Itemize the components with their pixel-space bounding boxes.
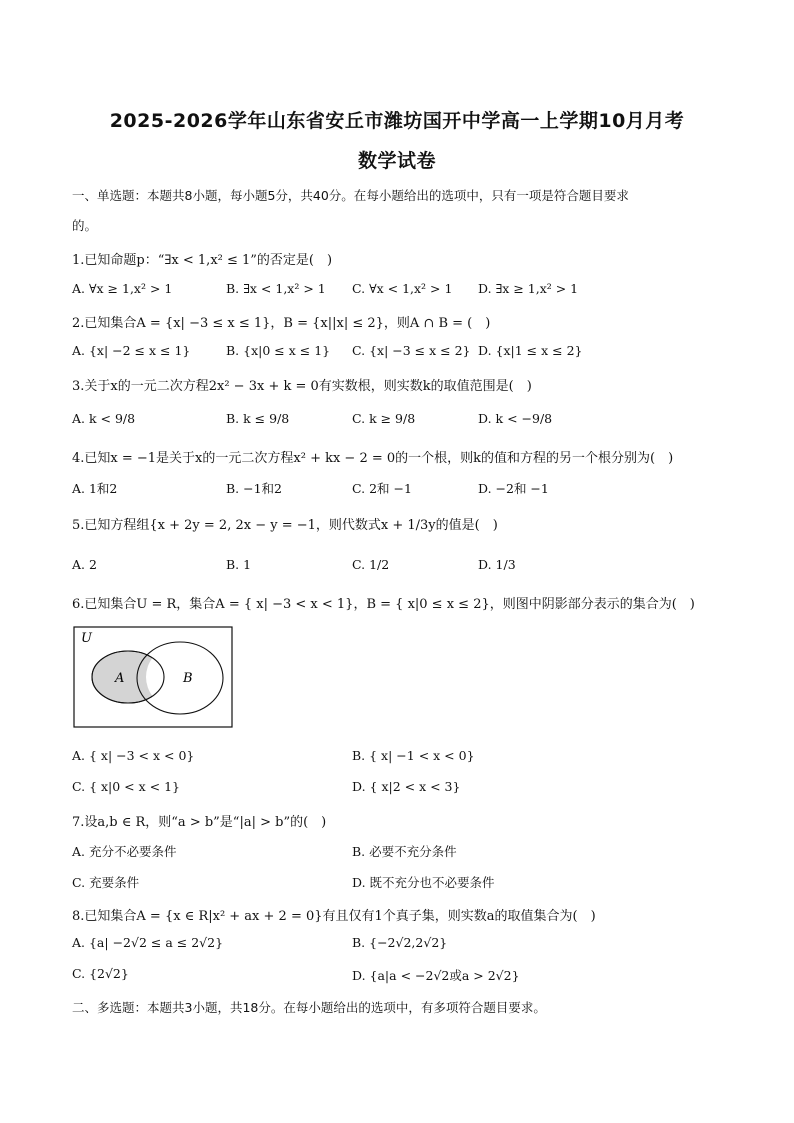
q3-option-c: C. k ≥ 9/8 [352,411,416,426]
q1-option-d: D. ∃x ≥ 1,x² > 1 [478,281,579,296]
section-1-header: 一、单选题：本题共8小题，每小题5分，共40分。在每小题给出的选项中，只有一项是符合题目要求 [72,188,629,203]
q8-option-b: B. {−2√2,2√2} [352,935,448,950]
exam-title: 2025-2026学年山东省安丘市潍坊国开中学高一上学期10月月考 [109,110,685,132]
q4-option-b: B. −1和2 [226,481,283,496]
q8-option-a: A. {a| −2√2 ≤ a ≤ 2√2} [72,935,224,950]
section-1-header-cont: 的。 [72,218,98,233]
q3-option-a: A. k < 9/8 [72,411,136,426]
q4-option-c: C. 2和 −1 [352,481,412,496]
venn-b-label: B [183,671,193,686]
question-5-stem: 5.已知方程组{x + 2y = 2, 2x − y = −1，则代数式x + 1/3y的值是( ) [72,518,498,533]
question-8-stem: 8.已知集合A = {x ∈ R|x² + ax + 2 = 0}有且仅有1个真子集，则实数a的取值集合为( ) [72,909,596,924]
venn-a-label: A [115,671,125,686]
q3-option-d: D. k < −9/8 [478,411,553,426]
q7-option-b: B. 必要不充分条件 [352,844,457,859]
q8-option-d: D. {a|a < −2√2或a > 2√2} [352,968,520,983]
question-4-stem: 4.已知x = −1是关于x的一元二次方程x² + kx − 2 = 0的一个根，则k的值和方程的另一个根分别为( ) [72,451,674,466]
venn-diagram [73,626,235,730]
q3-option-b: B. k ≤ 9/8 [226,411,290,426]
question-1-stem: 1.已知命题p：“∃x < 1,x² ≤ 1”的否定是( ) [72,253,333,268]
q7-option-c: C. 充要条件 [72,875,140,890]
q2-option-b: B. {x|0 ≤ x ≤ 1} [226,343,331,358]
q4-option-d: D. −2和 −1 [478,481,549,496]
q2-option-d: D. {x|1 ≤ x ≤ 2} [478,343,583,358]
q5-option-c: C. 1/2 [352,557,390,572]
q5-option-d: D. 1/3 [478,557,516,572]
q2-option-a: A. {x| −2 ≤ x ≤ 1} [72,343,191,358]
section-2-header: 二、多选题：本题共3小题，共18分。在每小题给出的选项中，有多项符合题目要求。 [72,1000,546,1015]
question-6-stem: 6.已知集合U = R，集合A = { x| −3 < x < 1}，B = { x|0 ≤ x ≤ 2}，则图中阴影部分表示的集合为( ) [72,597,695,612]
question-2-stem: 2.已知集合A = {x| −3 ≤ x ≤ 1}，B = {x||x| ≤ 2}，则A ∩ B = ( ) [72,316,491,331]
q5-option-a: A. 2 [72,557,97,572]
q5-option-b: B. 1 [226,557,252,572]
q7-option-a: A. 充分不必要条件 [72,844,177,859]
q4-option-a: A. 1和2 [72,481,118,496]
q6-option-b: B. { x| −1 < x < 0} [352,748,475,763]
q8-option-c: C. {2√2} [72,966,129,981]
q2-option-c: C. {x| −3 ≤ x ≤ 2} [352,343,471,358]
q1-option-b: B. ∃x < 1,x² > 1 [226,281,326,296]
question-7-stem: 7.设a,b ∈ R，则“a > b”是“|a| > b”的( ) [72,815,327,830]
exam-subtitle: 数学试卷 [357,150,436,172]
q1-option-c: C. ∀x < 1,x² > 1 [352,281,453,296]
q7-option-d: D. 既不充分也不必要条件 [352,875,495,890]
question-3-stem: 3.关于x的一元二次方程2x² − 3x + k = 0有实数根，则实数k的取值范围是( ) [72,379,532,394]
q1-option-a: A. ∀x ≥ 1,x² > 1 [72,281,173,296]
q6-option-a: A. { x| −3 < x < 0} [72,748,195,763]
q6-option-d: D. { x|2 < x < 3} [352,779,461,794]
q6-option-c: C. { x|0 < x < 1} [72,779,181,794]
venn-u-label: U [81,631,92,646]
